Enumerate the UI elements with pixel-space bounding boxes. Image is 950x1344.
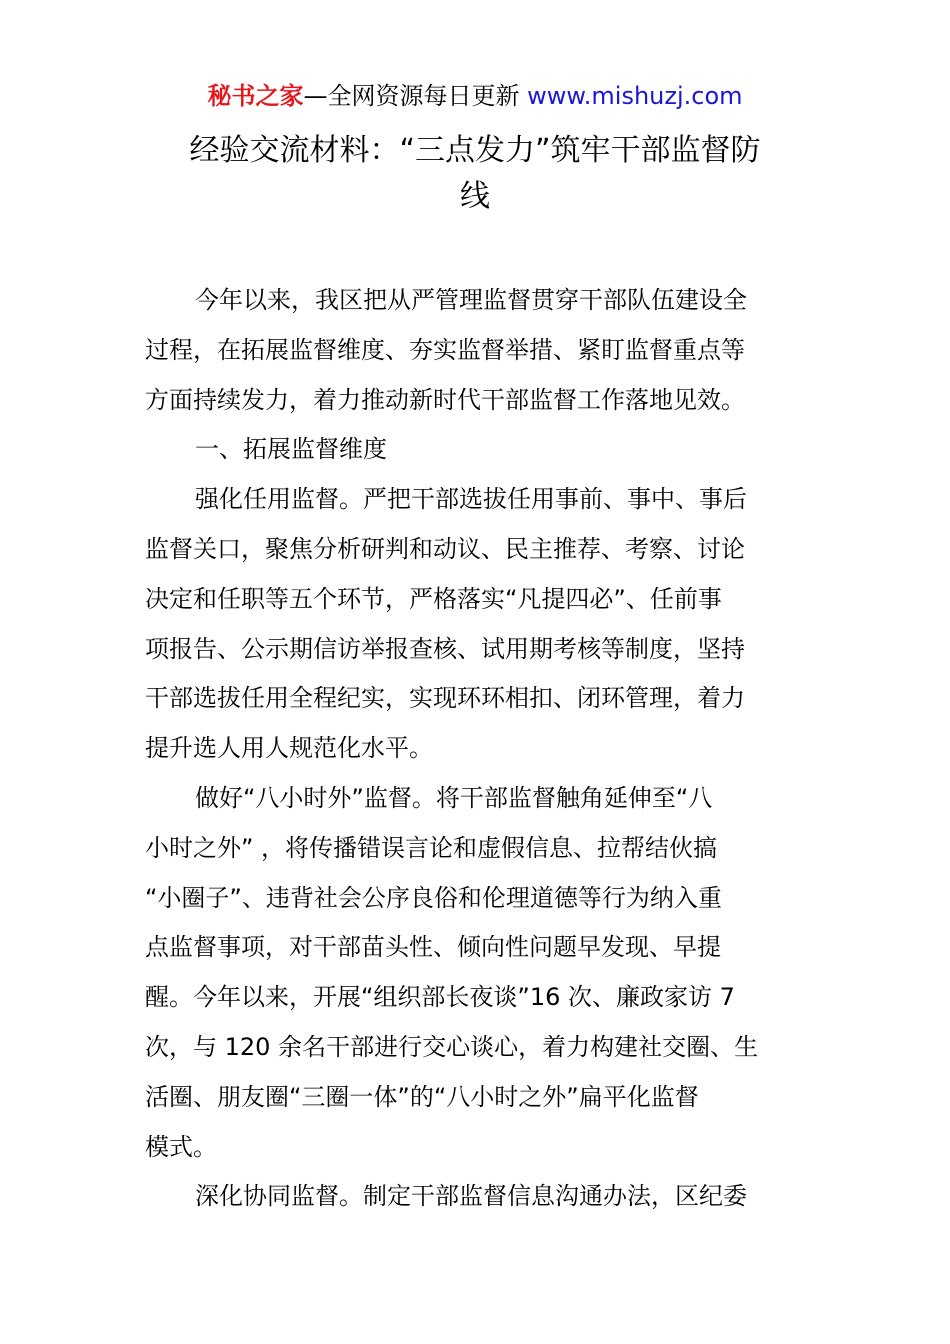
text-line: 做好“八小时外”监督。将干部监督触角延伸至“八 xyxy=(195,783,713,812)
title-line: 线 xyxy=(460,179,490,214)
text-line: 一、拓展监督维度 xyxy=(195,435,387,464)
text-line: 干部选拔任用全程纪实，实现环环相扣、闭环管理，着力 xyxy=(145,684,745,713)
intro-paragraph xyxy=(145,276,807,425)
text-line: 今年以来，我区把从严管理监督贯穿干部队伍建设全 xyxy=(195,286,747,314)
text-line: 决定和任职等五个环节，严格落实“凡提四必”、任前事 xyxy=(145,584,722,613)
text-line: 模式。 xyxy=(145,1132,217,1161)
text-line: 活圈、朋友圈“三圈一体”的“八小时之外”扁平化监督 xyxy=(145,1082,699,1111)
text-line: 方面持续发力，着力推动新时代干部监督工作落地见效。 xyxy=(145,385,745,414)
text-line: 过程，在拓展监督维度、夯实监督举措、紧盯监督重点等 xyxy=(145,335,745,364)
text-line: 醒。今年以来，开展“组织部长夜谈”16 次、廉政家访 7 xyxy=(145,983,735,1012)
document-body xyxy=(145,276,807,1222)
text-line: 项报告、公示期信访举报查核、试用期考核等制度，坚持 xyxy=(145,634,745,663)
text-line: 点监督事项，对干部苗头性、倾向性问题早发现、早提 xyxy=(145,933,721,962)
text-line: 监督关口，聚焦分析研判和动议、民主推荐、考察、讨论 xyxy=(145,534,745,563)
paragraph-after-hours-supervision xyxy=(145,774,807,1172)
text-line: 提升选人用人规范化水平。 xyxy=(145,734,433,763)
paragraph-appointment-supervision xyxy=(145,475,807,774)
website-link[interactable]: www.mishuzj.com xyxy=(527,82,743,110)
text-line: 小时之外” ，将传播错误言论和虚假信息、拉帮结伙搞 xyxy=(145,833,718,862)
text-line: 强化任用监督。严把干部选拔任用事前、事中、事后 xyxy=(195,485,747,514)
text-line: 次，与 120 余名干部进行交心谈心，着力构建社交圈、生 xyxy=(145,1032,759,1061)
document-title xyxy=(145,128,805,220)
header-slogan: —全网资源每日更新 xyxy=(303,82,528,110)
text-line: “小圈子”、违背社会公序良俗和伦理道德等行为纳入重 xyxy=(145,883,722,912)
title-line: 经验交流材料：“三点发力”筑牢干部监督防 xyxy=(189,133,761,168)
paragraph-coordinated-supervision xyxy=(145,1172,807,1222)
brand-name: 秘书之家 xyxy=(207,82,304,110)
section-heading xyxy=(145,425,807,475)
text-line: 深化协同监督。制定干部监督信息沟通办法，区纪委 xyxy=(195,1182,747,1211)
site-header xyxy=(0,80,950,112)
